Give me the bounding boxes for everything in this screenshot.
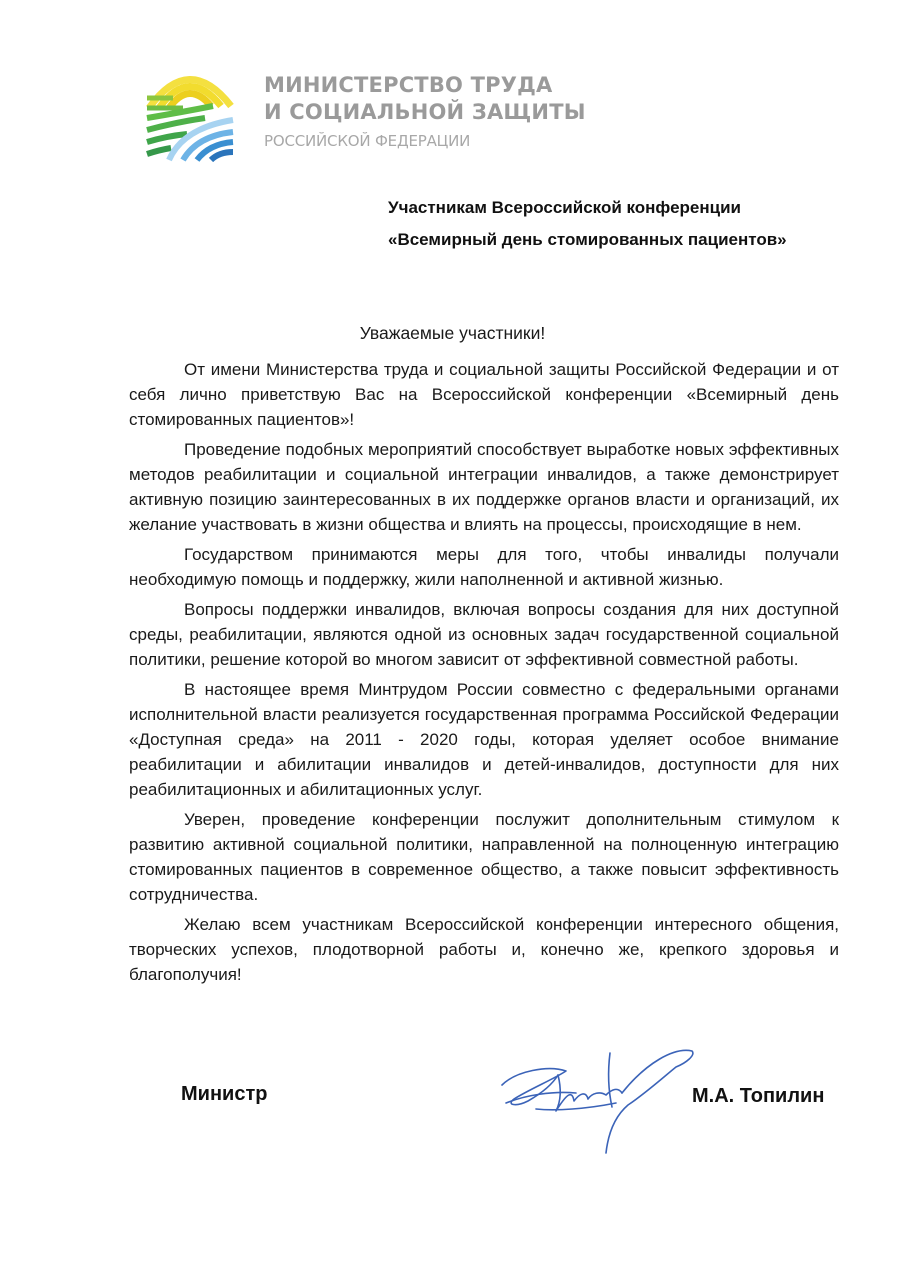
greeting: Уважаемые участники! [359,323,546,343]
paragraph: Государством принимаются меры для того, чтобы инвалиды получали необходимую помощь и поддержку, жили наполненной и активной жизнью. [129,545,839,589]
addressee-block [388,192,787,256]
paragraph: Вопросы поддержки инвалидов, включая вопросы создания для них доступной среды, реабилитации, являются одной из основных задач государственной социальной политики, решение которой во многом зависит от эффективной совместной работы. [129,600,839,669]
addressee-line2: «Всемирный день стомированных пациентов» [388,230,787,249]
org-name-line3: РОССИЙСКОЙ ФЕДЕРАЦИИ [264,132,471,150]
letter-body [129,357,839,992]
paragraph: В настоящее время Минтрудом России совместно с федеральными органами исполнительной власти реализуется государственная программа Российской Федерации «Доступная среда» на 2011 - 2020 годы, которая уделяет особое внимание реабилитации и абилитации инвалидов и детей-инвалидов, доступности для них реабилитационных и абилитационных услуг. [129,680,839,799]
org-name-line1: МИНИСТЕРСТВО ТРУДА [264,73,553,97]
handwritten-signature-icon [496,1045,696,1157]
ministry-emblem-icon [143,62,235,162]
signatory-name: М.А. Топилин [692,1085,825,1107]
org-name-line2: И СОЦИАЛЬНОЙ ЗАЩИТЫ [264,100,586,124]
paragraph: От имени Министерства труда и социальной защиты Российской Федерации и от себя лично приветствую Вас на Всероссийской конференции «Всемирный день стомированных пациентов»! [129,360,839,429]
paragraph: Уверен, проведение конференции послужит дополнительным стимулом к развитию активной социальной политики, направленной на полноценную интеграцию стомированных пациентов в современное общество, а также повысит эффективность сотрудничества. [129,810,839,904]
signatory-title: Министр [181,1083,268,1105]
org-name-block [264,72,586,153]
addressee-line1: Участникам Всероссийской конференции [388,198,741,217]
paragraph: Желаю всем участникам Всероссийской конференции интересного общения, творческих успехов, плодотворной работы и, конечно же, крепкого здоровья и благополучия! [129,915,839,984]
paragraph: Проведение подобных мероприятий способствует выработке новых эффективных методов реабилитации и социальной интеграции инвалидов, а также демонстрирует активную позицию заинтересованных в их поддержке органов власти и организаций, их желание участвовать в жизни общества и влиять на процессы, происходящие в нем. [129,440,839,534]
